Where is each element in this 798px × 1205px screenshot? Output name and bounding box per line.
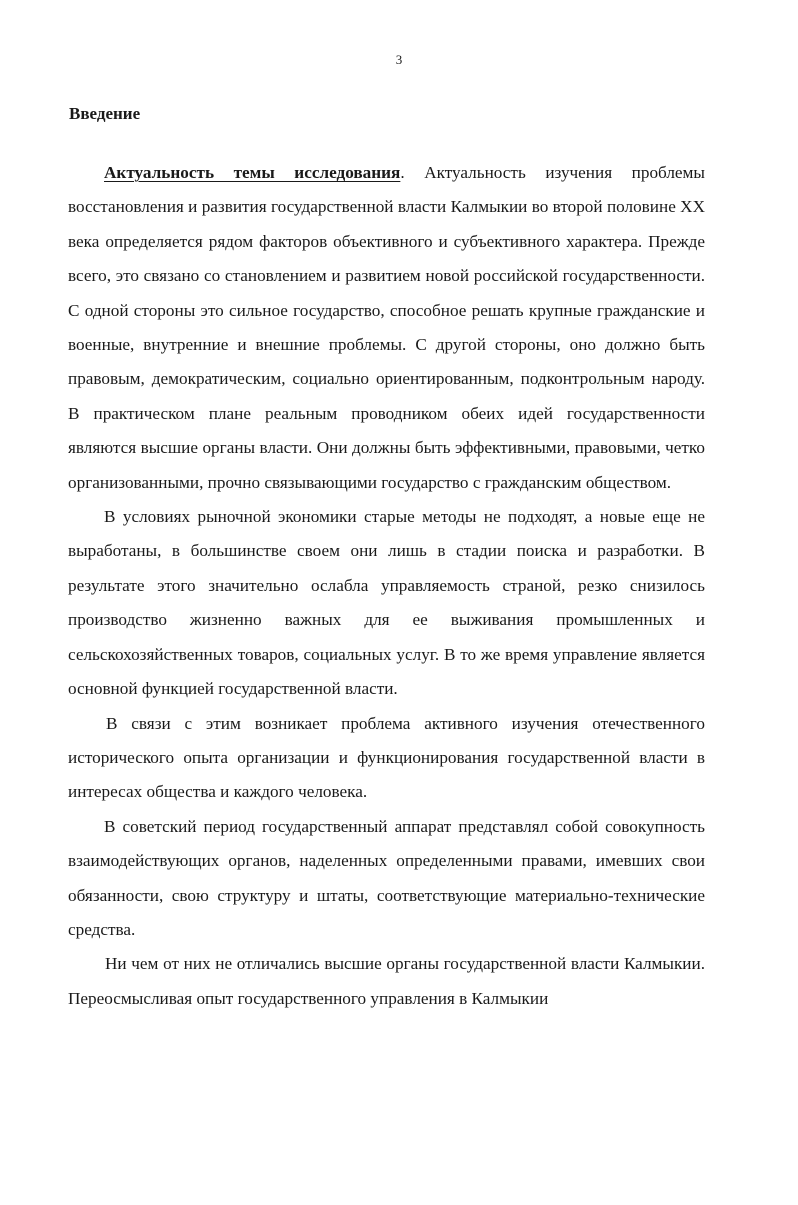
paragraph-text: . Актуальность изучения проблемы восстановления и развития государственной власти Калмыкии во второй половине XX века определяется рядом факторов объективного и субъективного характера. Прежде всего, это связано со становлением и развитием новой российской государственности. С одной стороны это сильное государство, способное решать крупные гражданские и военные, внутренние и внешние проблемы. С другой стороны, оно должно быть правовым, демократическим, социально ориентированным, подконтрольным народу. В практическом плане реальным проводником обеих идей государственности являются высшие органы власти. Они должны быть эффективными, правовыми, четко организованными, прочно связывающими государство с гражданским обществом. xyxy=(68,163,705,492)
paragraph-3 xyxy=(68,707,705,810)
body-text xyxy=(68,156,705,1016)
paragraph-lead: Актуальность темы исследования xyxy=(104,163,401,182)
section-heading: Введение xyxy=(69,104,141,123)
paragraph-2 xyxy=(68,500,705,706)
paragraph-5 xyxy=(68,947,705,1016)
paragraph-text: В советский период государственный аппарат представлял собой совокупность взаимодействующих органов, наделенных определенными правами, имевших свои обязанности, свою структуру и штаты, соответствующие материально-технические средства. xyxy=(68,816,705,939)
page-number: 3 xyxy=(395,52,403,67)
paragraph-text: В условиях рыночной экономики старые методы не подходят, а новые еще не выработаны, в большинстве своем они лишь в стадии поиска и разработки. В результате этого значительно ослабла управляемость страной, резко снизилось производство жизненно важных для ее выживания промышленных и сельскохозяйственных товаров, социальных услуг. В то же время управление является основной функцией государственной власти. xyxy=(68,507,705,699)
paragraph-text: Ни чем от них не отличались высшие органы государственной власти Калмыкии. Переосмысливая опыт государственного управления в Калмыкии xyxy=(68,954,705,1008)
paragraph-4 xyxy=(68,810,705,948)
paragraph-text: В связи с этим возникает проблема активного изучения отечественного исторического опыта организации и функционирования государственной власти в интересах общества и каждого человека. xyxy=(68,713,705,802)
paragraph-1 xyxy=(68,156,705,500)
